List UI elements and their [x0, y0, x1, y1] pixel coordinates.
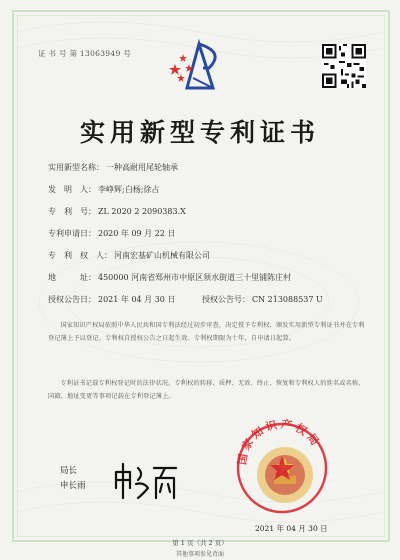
field-value: 2020 年 09 月 22 日	[98, 229, 176, 238]
statement-paragraph-2	[48, 378, 366, 403]
field-inventors	[48, 184, 159, 195]
field-label: 授权公告日：	[48, 295, 96, 304]
field-label: 实用新型名称：	[48, 163, 104, 172]
handwritten-signature	[110, 458, 180, 504]
certificate-title: 实用新型专利证书	[79, 118, 320, 147]
qr-code-icon	[322, 44, 366, 88]
field-value: 李峥辉;白杨;徐占	[98, 185, 160, 194]
seal-text: 国家知识产权局	[235, 418, 324, 466]
field-label: 专利申请日：	[48, 229, 96, 238]
field-application-date	[48, 228, 175, 239]
paragraph-text: 国家知识产权局依照中华人民共和国专利法经过初步审查，决定授予专利权，颁发实用新型专利证书并在专利登记簿上予以登记。专利权自授权公告之日起生效。专利权期限为十年，自申请日起算。	[48, 322, 365, 342]
field-value-grant-number: CN 213088537 U	[251, 295, 323, 304]
field-patent-number	[48, 206, 186, 217]
statement-paragraph-1	[48, 320, 366, 345]
director-title: 局长	[60, 466, 78, 476]
field-value: ZL 2020 2 2090383.X	[98, 207, 186, 216]
field-label: 专 利 号：	[48, 207, 96, 216]
field-label-grant-number: 授权公告号：	[201, 295, 250, 304]
cnipa-logo-icon	[165, 38, 235, 94]
director-name: 申长雨	[60, 481, 86, 491]
field-value: 一种高耐用尾轮轴承	[106, 163, 178, 172]
field-value: 河南宏基矿山机械有限公司	[114, 251, 210, 260]
paragraph-text: 专利证书记载专利权登记时的法律状况。专利权的转移、质押、无效、终止、恢复和专利权人的姓名或名称、国籍、地址变更等事项记载在专利登记簿上。	[48, 380, 365, 400]
seal-date: 2021 年 04 月 30 日	[255, 524, 328, 533]
certificate-number: 证 书 号 第 13063949 号	[38, 49, 131, 58]
field-label: 地 址：	[48, 273, 96, 282]
official-seal-icon	[232, 418, 332, 518]
field-label: 发 明 人：	[48, 185, 96, 194]
svg-text:国家知识产权局	[234, 418, 323, 466]
page-number: 第 1 页（共 2 页）	[172, 539, 228, 547]
field-value: 450000 河南省郑州市中原区须水街道三十里铺陈庄村	[98, 273, 292, 282]
field-grant-date	[48, 294, 323, 305]
field-address	[48, 272, 291, 283]
field-label: 专 利 权 人：	[48, 251, 112, 260]
field-patentee	[48, 250, 210, 261]
field-value: 2021 年 04 月 30 日	[98, 295, 176, 304]
footer-note: 其他事项参见背面	[175, 551, 224, 558]
field-utility-model-name	[48, 162, 178, 173]
